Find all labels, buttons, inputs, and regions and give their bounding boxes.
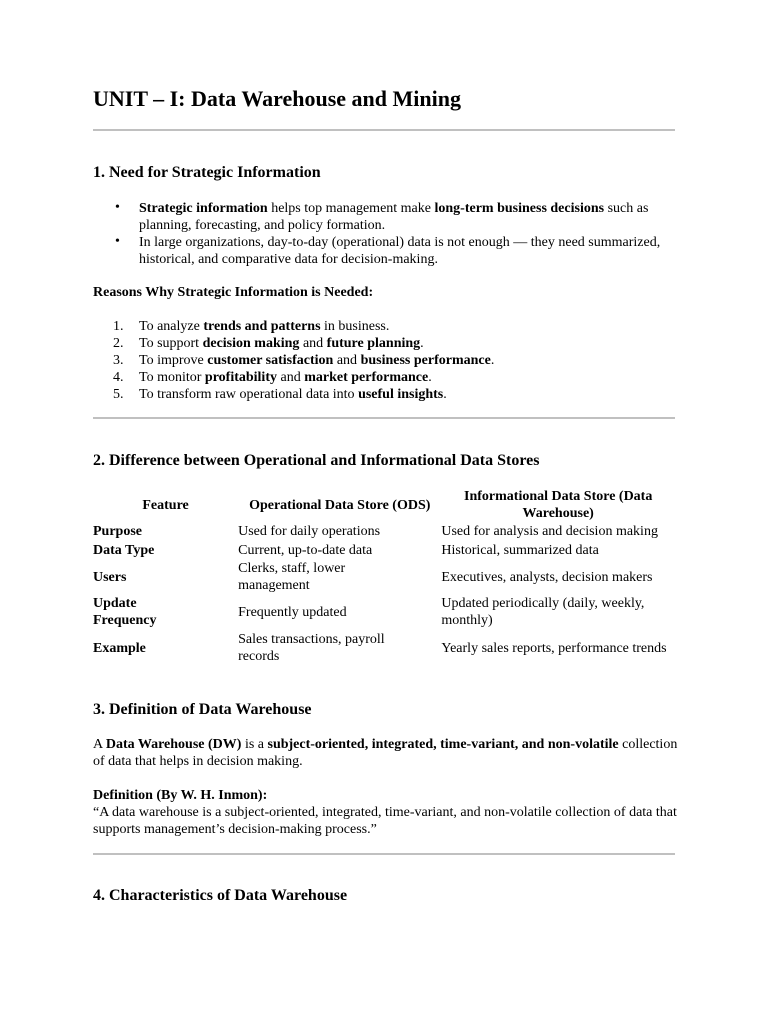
table-cell: Yearly sales reports, performance trends — [441, 640, 667, 656]
reasons-heading: Reasons Why Strategic Information is Needed: — [93, 285, 374, 300]
column-header: Informational Data Store (Data Warehouse) — [464, 489, 653, 521]
column-header: Operational Data Store (ODS) — [249, 497, 431, 513]
bullet-item: Strategic information helps top management make long-term business decisions such as planning, forecasting, and policy formation. — [139, 201, 649, 233]
table-cell: Current, up-to-date data — [238, 543, 373, 558]
definition-paragraph: A Data Warehouse (DW) is a subject-oriented, integrated, time-variant, and non-volatile collection of data that helps in decision making. — [93, 737, 678, 769]
definition-label: Definition (By W. H. Inmon): — [93, 788, 268, 803]
column-header: Feature — [142, 497, 189, 513]
list-number: 5. — [113, 387, 124, 402]
section-3-heading: 3. Definition of Data Warehouse — [93, 701, 312, 718]
bullet-dot: • — [115, 234, 120, 249]
bullet-dot: • — [115, 200, 120, 215]
table-cell: Used for daily operations — [238, 524, 381, 539]
page-title: UNIT – I: Data Warehouse and Mining — [93, 86, 461, 111]
table-cell: Historical, summarized data — [441, 543, 599, 558]
list-number: 3. — [113, 353, 124, 368]
table-cell: Update Frequency — [93, 596, 157, 628]
horizontal-divider — [93, 417, 675, 419]
reason-item: To support decision making and future planning. — [139, 336, 424, 351]
section-1-heading: 1. Need for Strategic Information — [93, 164, 321, 181]
table-row — [93, 630, 675, 666]
table-cell: Purpose — [93, 524, 142, 539]
reason-item: To monitor profitability and market performance. — [139, 370, 432, 385]
list-number: 2. — [113, 336, 124, 351]
table-cell: Example — [93, 640, 146, 656]
comparison-table — [93, 488, 675, 666]
table-cell: Clerks, staff, lower management — [238, 561, 346, 593]
definition-quote: “A data warehouse is a subject-oriented, integrated, time-variant, and non-volatile collection of data that supports management’s decision-making process.” — [93, 805, 677, 837]
table-cell: Data Type — [93, 543, 155, 558]
table-cell: Users — [93, 569, 127, 585]
table-cell: Executives, analysts, decision makers — [441, 569, 653, 585]
table-row — [93, 560, 675, 594]
table-cell: Sales transactions, payroll records — [238, 632, 385, 664]
list-number: 4. — [113, 370, 124, 385]
table-row — [93, 541, 675, 560]
section-4-heading: 4. Characteristics of Data Warehouse — [93, 887, 348, 904]
horizontal-divider — [93, 129, 675, 131]
table-cell: Updated periodically (daily, weekly, monthly) — [441, 596, 645, 628]
reason-item: To improve customer satisfaction and business performance. — [139, 353, 495, 368]
horizontal-divider — [93, 853, 675, 855]
list-number: 1. — [113, 319, 124, 334]
table-cell: Frequently updated — [238, 604, 347, 620]
bullet-item: In large organizations, day-to-day (operational) data is not enough — they need summarized, historical, and comparative data for decision-making. — [139, 235, 661, 267]
section-2-heading: 2. Difference between Operational and Informational Data Stores — [93, 452, 540, 469]
reason-item: To transform raw operational data into useful insights. — [139, 387, 447, 402]
reason-item: To analyze trends and patterns in business. — [139, 319, 390, 334]
table-header-row — [93, 488, 675, 522]
table-row — [93, 522, 675, 541]
table-cell: Used for analysis and decision making — [441, 524, 658, 539]
table-row — [93, 594, 675, 630]
